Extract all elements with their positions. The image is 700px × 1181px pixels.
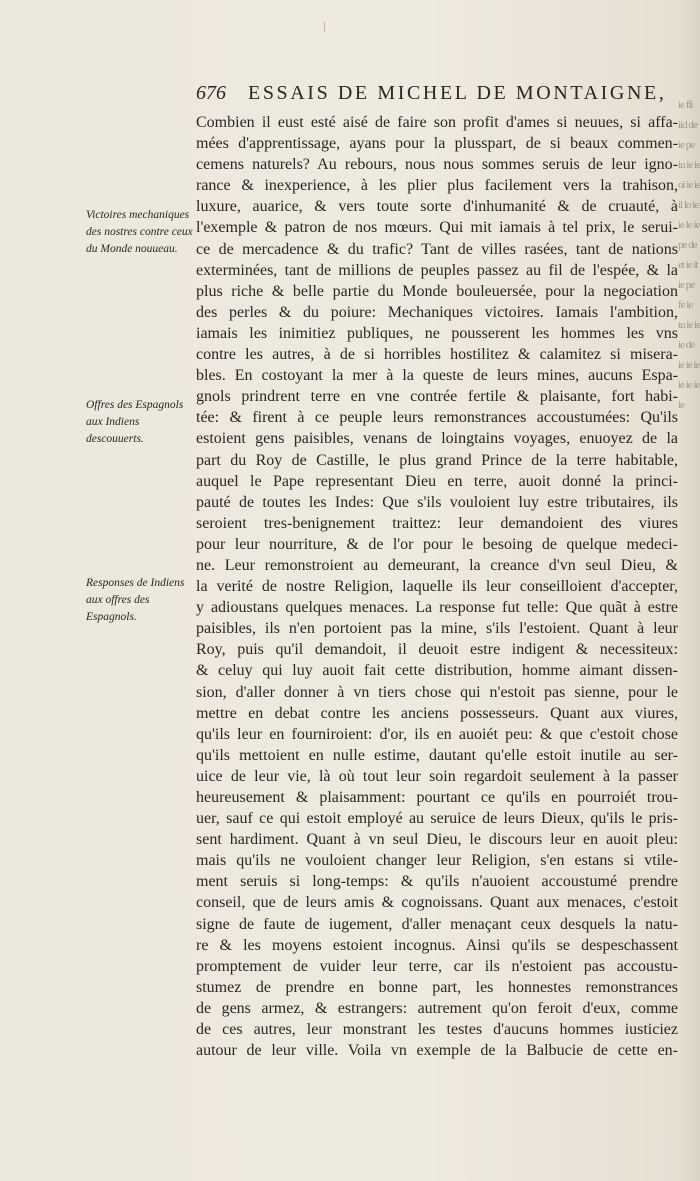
page-header [196, 82, 676, 108]
text-line: paisibles, ils n'en portoient pas la mine, s'ils l'estoient. Quant à leur [196, 620, 678, 638]
page-number: 676 [196, 82, 226, 104]
text-line: mettre en debat contre les anciens possesseurs. Quant aux viures, [196, 704, 678, 722]
text-line: ne. Leur remonstroient au demeurant, la creance d'vn seul Dieu, & [196, 556, 678, 574]
marginal-note-responses: Responses de Indiens aux offres des Espagnols. [86, 577, 185, 623]
running-title: ESSAIS DE MICHEL DE MONTAIGNE, [248, 82, 667, 104]
text-line: qu'ils leur en fourniroient: d'or, ils en auoiét peu: & que c'estoit chose [196, 725, 678, 743]
marginal-note-offres: Offres des Espagnols aux Indiens descouuerts. [86, 399, 184, 445]
marginal-note-victoires: Victoires mechaniques des nostres contre ceux du Monde nouueau. [86, 209, 193, 255]
text-line: gnols prindrent terre en vne contrée fertile & plaisante, fort habi- [196, 388, 678, 406]
text-line: uice de leur vie, là où tout leur soin regardoit seulement à la passer [196, 767, 678, 785]
text-line: uer, sauf ce qui estoit employé au seruice de leurs Dieux, qu'ils le pris- [196, 810, 678, 828]
body-text [196, 112, 678, 1061]
text-line: Roy, puis qu'il demandoit, il deuoit estre indigent & necessiteux: [196, 641, 678, 659]
text-line: plus riche & belle partie du Monde bouleuersée, pour la negociation [196, 282, 678, 300]
text-line: bles. En costoyant la mer à la queste de leurs mines, aucuns Espa- [196, 367, 678, 385]
text-line: conseil, que de leurs amis & cognoissans. Quant aux menaces, c'estoit [196, 894, 678, 912]
text-line: sent hardiment. Quant à vn seul Dieu, le discours leur en auoit pleu: [196, 831, 678, 849]
text-line: tée: & firent à ce peuple leurs remonstrances accoustumées: Qu'ils [196, 409, 678, 427]
text-line: contre les autres, à de si horribles hostilitez & calamitez si misera- [196, 346, 678, 364]
text-line: exterminées, tant de millions de peuples passez au fil de l'espée, & la [196, 261, 678, 279]
text-line: estoient gens paisibles, venans de loingtains voyages, enuoyez de la [196, 430, 678, 448]
text-line: des perles & du poiure: Mechaniques victoires. Iamais l'ambition, [196, 303, 678, 321]
text-line: Combien il eust esté aisé de faire son profit d'ames si neuues, si affa- [196, 114, 678, 131]
text-line: de gens armez, & estrangers: autrement qu'on feroit d'eux, comme [196, 999, 678, 1017]
text-line: la verité de nostre Religion, laquelle ils leur conseilloient d'accepter, [196, 578, 678, 596]
text-line: part du Roy de Castille, le plus grand Prince de la terre habitable, [196, 451, 678, 469]
text-line: re & les moyens estoient incognus. Ainsi qu'ils se despeschassent [196, 936, 678, 954]
text-line: de ces autres, leur monstrant les testes d'aucuns hommes iusticiez [196, 1021, 678, 1039]
text-line: stumez de prendre en bonne part, les honnestes remonstrances [196, 978, 678, 996]
text-line: ment seruis si long-temps: & qu'ils n'auoient accoustumé prendre [196, 873, 678, 891]
text-line: iamais les inimitiez publiques, ne pousserent les hommes les vns [196, 324, 678, 342]
page-mark [324, 22, 325, 32]
text-line: autour de leur ville. Voila vn exemple de la Balbucie de cette en- [196, 1042, 678, 1060]
opposite-page-bleed: ie fli iid de ie pe iu ie ie oi ie ie il lo ie ie le ie pe de et ie it ie pe fe ie tu ie ie ie de ie ie ie ie ie ie ie [678, 99, 700, 411]
text-line: promptement de vuider leur terre, car ils n'estoient pas accoustu- [196, 957, 678, 975]
text-line: qu'ils mettoient en nulle estime, dautant qu'elle estoit inutile au ser- [196, 746, 678, 764]
text-line: luxure, auarice, & vers toute sorte d'inhumanité & de cruauté, à [196, 198, 678, 216]
text-line: mées d'apprentissage, ayans pour la plusspart, de si beaux commen- [196, 135, 678, 153]
text-line: rance & inexperience, à les plier plus facilement vers la trahison, [196, 177, 678, 195]
text-line: l'exemple & patron de nos mœurs. Qui mit iamais à tel prix, le serui- [196, 219, 678, 237]
text-line: ce de mercadence & du trafic? Tant de villes rasées, tant de nations [196, 240, 678, 258]
text-line: pauté de toutes les Indes: Que s'ils vouloient luy estre tributaires, ils [196, 493, 678, 511]
text-line: seroient tres-benignement traittez: leur demandoient des viures [196, 514, 678, 532]
text-line: mais qu'ils ne vouloient changer leur Religion, s'en estans si vtile- [196, 852, 678, 870]
text-line: & celuy qui luy auoit fait cette distribution, homme aimant dissen- [196, 662, 678, 680]
text-line: pour leur nourriture, & de l'or pour le besoing de quelque medeci- [196, 535, 678, 553]
text-line: signe de faute de iugement, d'aller menaçant ceux desquels la natu- [196, 915, 678, 933]
text-line: y adioustans quelques menaces. La response fut telle: Que quãt à estre [196, 599, 678, 617]
text-line: heureusement & plaisamment: pourtant ce qu'ils en pourroiét trou- [196, 789, 678, 806]
text-line: sion, d'aller donner à vn tiers chose qui n'estoit pas sienne, pour le [196, 683, 678, 701]
text-line: auquel le Pape representant Dieu en terre, auoit donné la princi- [196, 472, 678, 490]
text-line: cemens naturels? Au rebours, nous nous sommes seruis de leur igno- [196, 156, 678, 174]
